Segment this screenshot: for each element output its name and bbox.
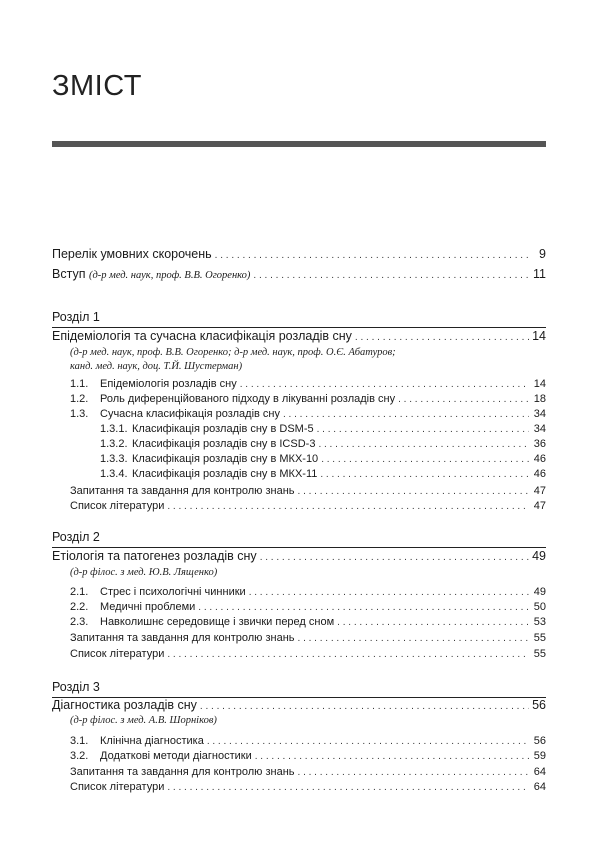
- leader-dots: [283, 407, 529, 422]
- toc-item[interactable]: [70, 615, 546, 630]
- toc-item[interactable]: [70, 585, 546, 600]
- leader-dots: [298, 631, 529, 646]
- toc-item-page: 34: [533, 423, 546, 435]
- toc-item-number: 2.3.: [70, 616, 89, 628]
- toc-item-text: Роль диференційованого підходу в лікуванні розладів сну: [100, 393, 396, 405]
- toc-item-references[interactable]: [70, 647, 546, 662]
- toc-item-text: Класифікація розладів сну в МКХ-11: [132, 468, 318, 480]
- toc-item-page: 59: [533, 750, 546, 762]
- toc-item-page: 49: [533, 586, 546, 598]
- toc-item-label: [100, 467, 317, 482]
- toc-item-page: 46: [533, 468, 546, 480]
- chapter-authors: [70, 566, 217, 580]
- toc-item-text: Класифікація розладів сну в DSM-5: [132, 423, 314, 435]
- toc-subitem[interactable]: [100, 437, 546, 452]
- toc-entry-authors: (д-р мед. наук, проф. В.В. Огоренко): [88, 270, 251, 281]
- page-title: ЗМІСТ: [52, 70, 142, 102]
- leader-dots: [167, 647, 529, 662]
- toc-subitem[interactable]: [100, 452, 546, 467]
- toc-item-number: 2.1.: [70, 586, 89, 598]
- toc-item-page: 56: [533, 735, 546, 747]
- leader-dots: [298, 484, 529, 499]
- toc-item-text: Стрес і психологічні чинники: [100, 586, 246, 598]
- toc-item-label: [70, 749, 252, 764]
- toc-item-text: Запитання та завдання для контролю знань: [70, 632, 295, 644]
- toc-item-page: 55: [533, 648, 546, 660]
- toc-item-page: 14: [533, 378, 546, 390]
- toc-item-text: Класифікація розладів сну в ICSD-3: [132, 438, 316, 450]
- toc-item-references[interactable]: [70, 499, 546, 514]
- toc-item-text: Запитання та завдання для контролю знань: [70, 485, 295, 497]
- toc-item-number: 1.3.: [70, 408, 89, 420]
- toc-item-text: Додаткові методи діагностики: [100, 750, 252, 762]
- toc-item-number: 3.1.: [70, 735, 89, 747]
- toc-item-text: Епідеміологія розладів сну: [100, 378, 237, 390]
- toc-item-label: [70, 734, 204, 749]
- toc-subitem[interactable]: [100, 467, 546, 482]
- toc-item-questions[interactable]: [70, 484, 546, 499]
- toc-item-number: 1.1.: [70, 378, 89, 390]
- toc-item-text: Медичні проблеми: [100, 601, 196, 613]
- toc-item[interactable]: [70, 392, 546, 407]
- toc-item-references[interactable]: [70, 780, 546, 795]
- toc-item-label: [100, 452, 318, 467]
- title-rule: [52, 141, 546, 147]
- toc-entry-abbreviations[interactable]: [52, 246, 546, 263]
- chapter-page: 49: [532, 549, 546, 563]
- toc-item-label: [70, 600, 195, 615]
- toc-item-number: 2.2.: [70, 601, 89, 613]
- chapter-authors: [70, 714, 217, 728]
- toc-item-number: 3.2.: [70, 750, 89, 762]
- section-heading: Розділ 2: [52, 530, 100, 544]
- leader-dots: [200, 698, 529, 715]
- leader-dots: [249, 585, 529, 600]
- leader-dots: [215, 247, 529, 264]
- toc-item-label: [100, 437, 315, 452]
- toc-item-text: Класифікація розладів сну в МКХ-10: [132, 453, 319, 465]
- toc-item-text: Навколишнє середовище і звички перед сном: [100, 616, 335, 628]
- toc-item-page: 53: [533, 616, 546, 628]
- chapter-title: Епідеміологія та сучасна класифікація розладів сну: [52, 329, 352, 343]
- toc-item-number: 1.2.: [70, 393, 89, 405]
- toc-item-page: 47: [533, 485, 546, 497]
- leader-dots: [355, 329, 529, 346]
- toc-chapter-1[interactable]: [52, 328, 546, 345]
- toc-entry-label: Перелік умовних скорочень: [52, 247, 212, 261]
- leader-dots: [317, 422, 529, 437]
- toc-item-label: [70, 585, 246, 600]
- toc-item-page: 55: [533, 632, 546, 644]
- toc-item-page: 50: [533, 601, 546, 613]
- toc-item-label: [70, 377, 237, 392]
- toc-item-questions[interactable]: [70, 765, 546, 780]
- chapter-authors: [70, 346, 396, 374]
- toc-item-label: [70, 407, 280, 422]
- toc-item-number: 1.3.4.: [100, 468, 128, 480]
- toc-item-number: 1.3.1.: [100, 423, 128, 435]
- leader-dots: [253, 267, 529, 284]
- leader-dots: [298, 765, 529, 780]
- author-line: канд. мед. наук, доц. Т.Й. Шустерман): [70, 361, 243, 372]
- toc-subitem[interactable]: [100, 422, 546, 437]
- chapter-title: Діагностика розладів сну: [52, 698, 197, 712]
- leader-dots: [337, 615, 529, 630]
- toc-item-label: [70, 392, 395, 407]
- toc-item[interactable]: [70, 600, 546, 615]
- toc-item-page: 18: [533, 393, 546, 405]
- leader-dots: [260, 549, 529, 566]
- chapter-page: 14: [532, 329, 546, 343]
- toc-item-page: 34: [533, 408, 546, 420]
- toc-item-label: [100, 422, 314, 437]
- leader-dots: [207, 734, 529, 749]
- leader-dots: [198, 600, 529, 615]
- author-line: (д-р філос. з мед. А.В. Шорніков): [70, 715, 217, 726]
- toc-item[interactable]: [70, 407, 546, 422]
- toc-item-page: 47: [533, 500, 546, 512]
- toc-entry-page: 9: [539, 247, 546, 261]
- toc-item-text: Список літератури: [70, 781, 165, 793]
- toc-entry-label: [52, 266, 250, 284]
- toc-item-page: 64: [533, 766, 546, 778]
- toc-item[interactable]: [70, 734, 546, 749]
- toc-item-page: 36: [533, 438, 546, 450]
- chapter-title: Етіологія та патогенез розладів сну: [52, 549, 257, 563]
- toc-item[interactable]: [70, 377, 546, 392]
- author-line: (д-р філос. з мед. Ю.В. Лященко): [70, 567, 218, 578]
- toc-entry-introduction[interactable]: [52, 266, 546, 283]
- toc-entry-page: 11: [533, 267, 546, 281]
- leader-dots: [318, 437, 529, 452]
- toc-item-text: Клінічна діагностика: [100, 735, 204, 747]
- chapter-page: 56: [532, 698, 546, 712]
- leader-dots: [240, 377, 529, 392]
- leader-dots: [320, 467, 529, 482]
- toc-item-page: 64: [533, 781, 546, 793]
- leader-dots: [255, 749, 529, 764]
- toc-item-label: [70, 615, 334, 630]
- leader-dots: [167, 499, 529, 514]
- toc-item-text: Список літератури: [70, 648, 165, 660]
- toc-item-text: Сучасна класифікація розладів сну: [100, 408, 280, 420]
- toc-chapter-3[interactable]: [52, 697, 546, 714]
- toc-item-questions[interactable]: [70, 631, 546, 646]
- toc-item[interactable]: [70, 749, 546, 764]
- leader-dots: [167, 780, 529, 795]
- toc-item-page: 46: [533, 453, 546, 465]
- toc-item-number: 1.3.3.: [100, 453, 128, 465]
- author-line: (д-р мед. наук, проф. В.В. Огоренко; д-р мед. наук, проф. О.Є. Абатуров;: [70, 347, 396, 358]
- section-heading: Розділ 1: [52, 310, 100, 324]
- toc-entry-title: Вступ: [52, 267, 86, 281]
- toc-chapter-2[interactable]: [52, 548, 546, 565]
- toc-item-text: Список літератури: [70, 500, 165, 512]
- toc-item-number: 1.3.2.: [100, 438, 128, 450]
- section-heading: Розділ 3: [52, 680, 100, 694]
- toc-item-text: Запитання та завдання для контролю знань: [70, 766, 295, 778]
- leader-dots: [398, 392, 529, 407]
- leader-dots: [321, 452, 529, 467]
